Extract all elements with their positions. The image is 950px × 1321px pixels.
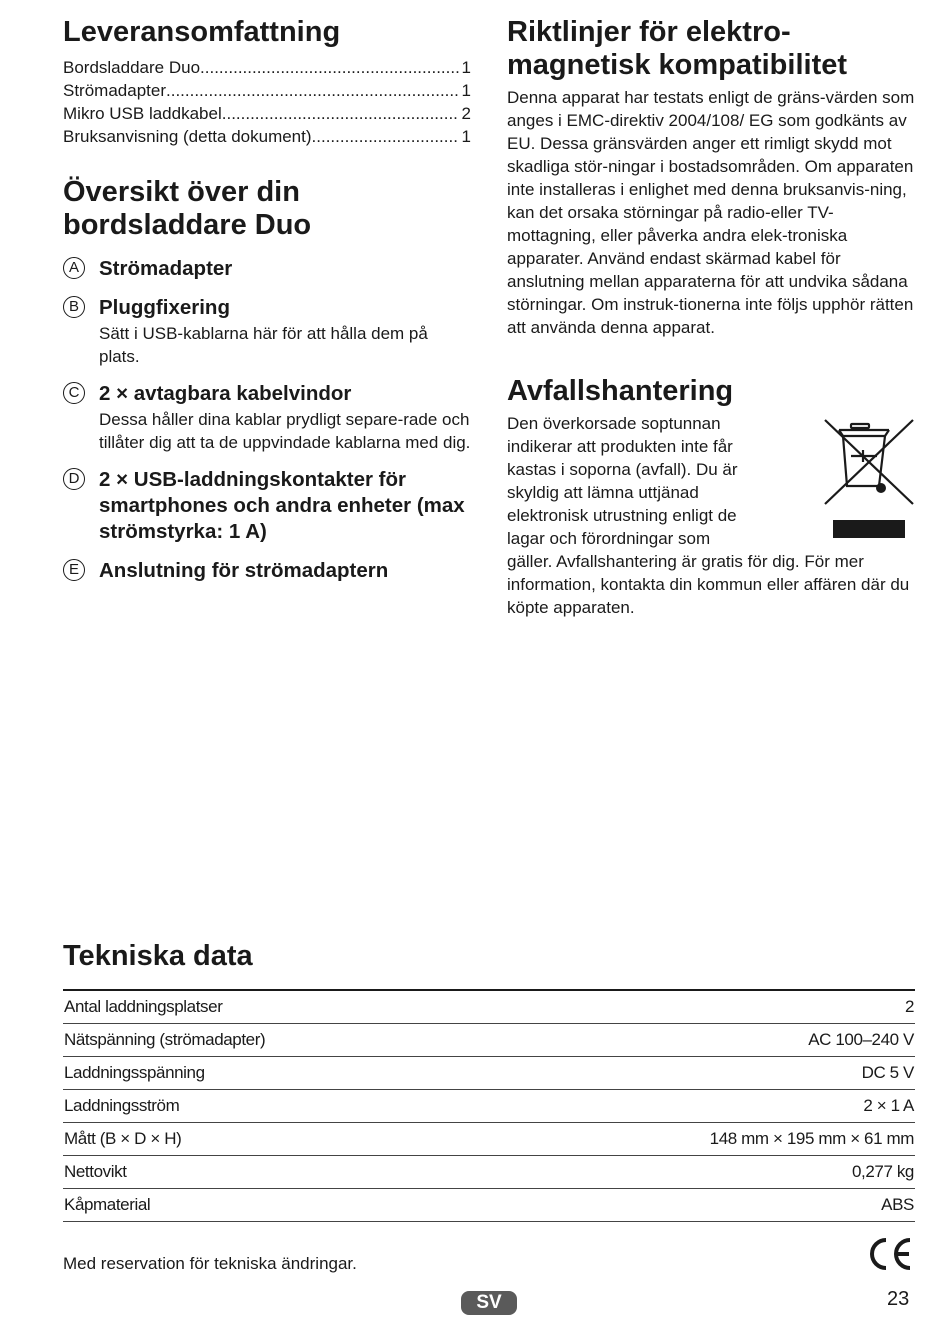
tech-label: Antal laddningsplatser	[64, 997, 223, 1016]
tech-label: Mått (B × D × H)	[64, 1129, 182, 1148]
emc-title	[507, 16, 917, 82]
scope-item-qty: 2	[461, 104, 471, 123]
scope-item-qty: 1	[461, 127, 471, 146]
waste-section	[507, 412, 917, 619]
tech-label: Kåpmaterial	[64, 1195, 151, 1214]
overview-item-desc: Sätt i USB-kablarna här för att hålla dem på plats.	[99, 324, 428, 366]
circled-letter: B	[63, 296, 85, 318]
tech-label: Laddningsström	[64, 1096, 180, 1115]
tech-value: 2 × 1 A	[863, 1096, 914, 1115]
overview-item-title: 2 × USB-laddningskontakter för smartphones och andra enheter (max strömstyrka: 1 A)	[99, 468, 465, 543]
overview-item-body	[99, 467, 471, 545]
waste-text-wrapped: Den överkorsade soptunnan indikerar att produkten inte får kastas i soporna (avfall). Du är skyldig att lämna uttjänad elektronisk utrustning enligt de lagar och förordningar som	[507, 414, 738, 548]
scope-item	[63, 79, 471, 102]
scope-item-qty: 1	[461, 58, 471, 77]
table-row	[63, 1156, 915, 1189]
overview-item-desc: Dessa håller dina kablar prydligt separe-rade och tillåter dig att ta de uppvindade kablarna med dig.	[99, 410, 471, 452]
tech-data-section	[63, 940, 915, 1222]
circled-letter: E	[63, 559, 85, 581]
overview-item-a	[63, 256, 471, 282]
table-row	[63, 1057, 915, 1090]
scope-item	[63, 102, 471, 125]
circled-letter: C	[63, 382, 85, 404]
tech-value: AC 100–240 V	[808, 1030, 914, 1049]
dot-leader	[200, 56, 459, 79]
table-row	[63, 1024, 915, 1057]
overview-item-b	[63, 295, 471, 368]
circled-letter: D	[63, 468, 85, 490]
overview-item-title: 2 × avtagbara kabelvindor	[99, 382, 352, 405]
scope-item-label: Strömadapter	[63, 81, 166, 100]
overview-title-line1: Översikt över din	[63, 176, 300, 208]
waste-text-full: gäller. Avfallshantering är gratis för dig. För mer information, kontakta din kommun eller affären där du köpte apparaten.	[507, 552, 910, 617]
scope-title: Leveransomfattning	[63, 16, 341, 48]
emc-title-line1: Riktlinjer för elektro-	[507, 16, 791, 48]
circled-letter: A	[63, 257, 85, 279]
overview-item-body	[99, 381, 471, 454]
tech-label: Nettovikt	[64, 1162, 127, 1181]
table-row	[63, 1123, 915, 1156]
table-row	[63, 990, 915, 1024]
dot-leader	[166, 79, 459, 102]
emc-text: Denna apparat har testats enligt de gräns-värden som anges i EMC-direktiv 2004/108/ EG som godkänts av EU. Dessa gränsvärden anger ett rimligt skydd mot skadliga stör-ningar i bostadsområden. Om apparaten inte installeras i enlighet med denna bruksanvis-ning, kan det orsaka störningar på radio-eller TV-mottagning, eller påverka andra elek-troniska apparater. Använd endast skärmad kabel för anslutning mellan apparaterna för att undvika sådana störningar. Om instruk-tionerna inte följs upphör rätten att använda denna apparat.	[507, 88, 915, 337]
emc-title-line2: magnetisk kompatibilitet	[507, 49, 848, 81]
table-row	[63, 1090, 915, 1123]
scope-item-qty: 1	[461, 81, 471, 100]
overview-item-title: Anslutning för strömadaptern	[99, 559, 389, 582]
overview-item-title: Pluggfixering	[99, 296, 230, 319]
scope-list	[63, 56, 471, 148]
scope-item-label: Bordsladdare Duo	[63, 58, 201, 77]
footnote: Med reservation för tekniska ändringar.	[63, 1254, 357, 1273]
page-number: 23	[887, 1288, 910, 1310]
crossed-out-wheelie-bin-icon	[821, 416, 917, 542]
tech-table	[63, 989, 915, 1222]
tech-title: Tekniska data	[63, 940, 253, 972]
overview-item-title: Strömadapter	[99, 257, 233, 280]
overview-title	[63, 176, 471, 242]
ce-mark-icon	[866, 1237, 914, 1271]
overview-item-body	[99, 295, 471, 368]
scope-item	[63, 125, 471, 148]
scope-item-label: Bruksanvisning (detta dokument)	[63, 127, 312, 146]
table-row	[63, 1189, 915, 1222]
left-column	[63, 16, 471, 584]
language-badge: SV	[461, 1291, 517, 1315]
tech-label: Laddningsspänning	[64, 1063, 205, 1082]
tech-value: ABS	[881, 1195, 914, 1214]
dot-leader	[312, 125, 459, 148]
overview-item-d	[63, 467, 471, 545]
overview-title-line2: bordsladdare Duo	[63, 209, 312, 241]
tech-value: 0,277 kg	[851, 1162, 914, 1181]
tech-value: 2	[904, 997, 914, 1016]
overview-item-e	[63, 558, 471, 584]
overview-item-c	[63, 381, 471, 454]
scope-item	[63, 56, 471, 79]
overview-item-body	[99, 256, 232, 282]
scope-item-label: Mikro USB laddkabel	[63, 104, 222, 123]
waste-title: Avfallshantering	[507, 375, 734, 407]
right-column	[507, 16, 917, 619]
tech-value: DC 5 V	[861, 1063, 914, 1082]
overview-item-body	[99, 558, 388, 584]
dot-leader	[222, 102, 459, 125]
tech-value: 148 mm × 195 mm × 61 mm	[709, 1129, 914, 1148]
tech-label: Nätspänning (strömadapter)	[64, 1030, 266, 1049]
